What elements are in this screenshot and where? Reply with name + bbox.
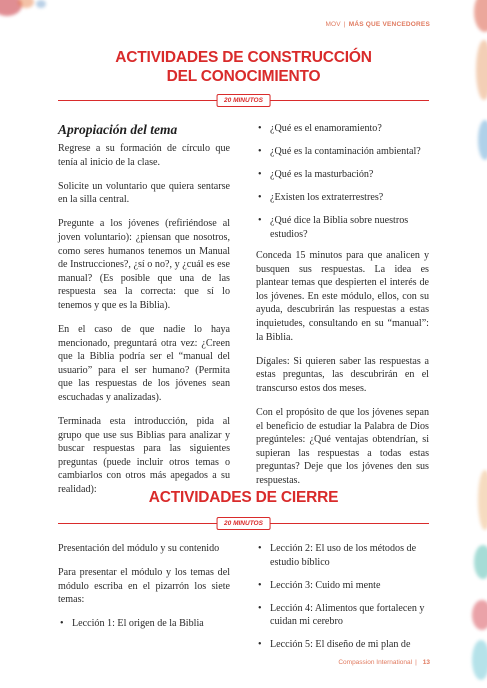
lesson-item: • Lección 4: Alimentos que fortalecen y cuidan mi cerebro [256,602,429,629]
running-header [325,21,430,28]
lesson-item: • Lección 2: El uso de los métodos de estudio bíblico [256,542,429,569]
question-list [256,122,429,242]
lesson-item: • Lección 3: Cuido mi mente [256,579,429,593]
section1-duration-badge: 20 MINUTOS [216,94,271,107]
section1-paragraph: Pregunte a los jóvenes (refiriéndose al joven voluntario): ¿piensan que nosotros, como seres humanos tenemos un Manual de Instrucciones?, ¿sí o no?, y ¿cuál es ese manual? (Es posible que una de las respuesta sea la correcta: que sí lo tenemos y que es la Biblia). [58,218,230,311]
section1-subheading: Apropiación del tema [58,122,178,137]
section2-paragraph: Para presentar el módulo y los temas del módulo escriba en el pizarrón los siete temas: [58,567,230,606]
section1-title [0,48,487,86]
lesson-item: • Lección 5: El diseño de mi plan de [256,638,429,652]
section1-paragraph: En el caso de que nadie lo haya mencionado, preguntará otra vez: ¿Creen que la Biblia podría ser el “manual del usuario” para el ser humano? (Permita que las respuestas de los jóvenes sean escuchadas y analizadas). [58,324,230,403]
footer-separator: | [415,659,417,666]
question-item: • ¿Qué es el enamoramiento? [256,122,429,136]
page-footer [338,659,430,666]
section2-title: ACTIVIDADES DE CIERRE [148,489,339,506]
section1-title-line1: ACTIVIDADES DE CONSTRUCCIÓN [115,49,372,66]
section1-paragraph: Solicite un voluntario que quiera sentarse en la silla central. [58,180,230,206]
section2-left-column [58,542,230,640]
section1-title-line2: DEL CONOCIMIENTO [166,68,321,85]
section2-right-column [256,542,429,662]
section1-paragraph: Con el propósito de que los jóvenes sepan el beneficio de estudiar la Palabra de Dios pregúnteles: ¿Qué ventajas obtendrían, si supieran las respuestas a todas estas preguntas? Deje que los jóvenes den sus respuestas. [256,407,429,486]
section1-paragraph: Conceda 15 minutos para que analicen y busquen sus respuestas. La idea es plantear temas que despierten el interés de los jóvenes. En este módulo, ellos, con su ayuda, descubrirán las respuestas a estas inquietudes, consultando en su “manual”: la Biblia. [256,250,429,343]
page-number: 13 [422,659,430,666]
section1-paragraph: Dígales: Si quieren saber las respuestas a estas preguntas, las descubrirán en el transcurso estos dos meses. [256,355,429,394]
header-separator: | [343,21,346,28]
lesson-item: • Lección 1: El origen de la Biblia [58,617,230,631]
question-item: • ¿Qué dice la Biblia sobre nuestros estudios? [256,214,429,241]
question-item: • ¿Qué es la masturbación? [256,168,429,182]
section2-paragraph: Presentación del módulo y su contenido [58,543,220,554]
header-series: MÁS QUE VENCEDORES [348,21,430,28]
header-org: MOV [325,21,341,28]
section1-left-column [58,122,230,507]
section1-paragraph: Terminada esta introducción, pida al grupo que use sus Biblias para analizar y buscar respuestas para las siguientes preguntas (puede incluir otros temas o cambiarlos con otros más apegados a su realidad): [58,416,230,496]
question-item: • ¿Existen los extraterrestres? [256,191,429,205]
lesson-list-left [58,617,230,631]
lesson-list-right [256,542,429,652]
section1-right-column [256,122,429,498]
question-item: • ¿Qué es la contaminación ambiental? [256,145,429,159]
section2-duration-badge: 20 MINUTOS [216,517,271,530]
section1-paragraph: Regrese a su formación de círculo que tenía al inicio de la clase. [58,143,230,168]
footer-org: Compassion International [338,659,413,666]
